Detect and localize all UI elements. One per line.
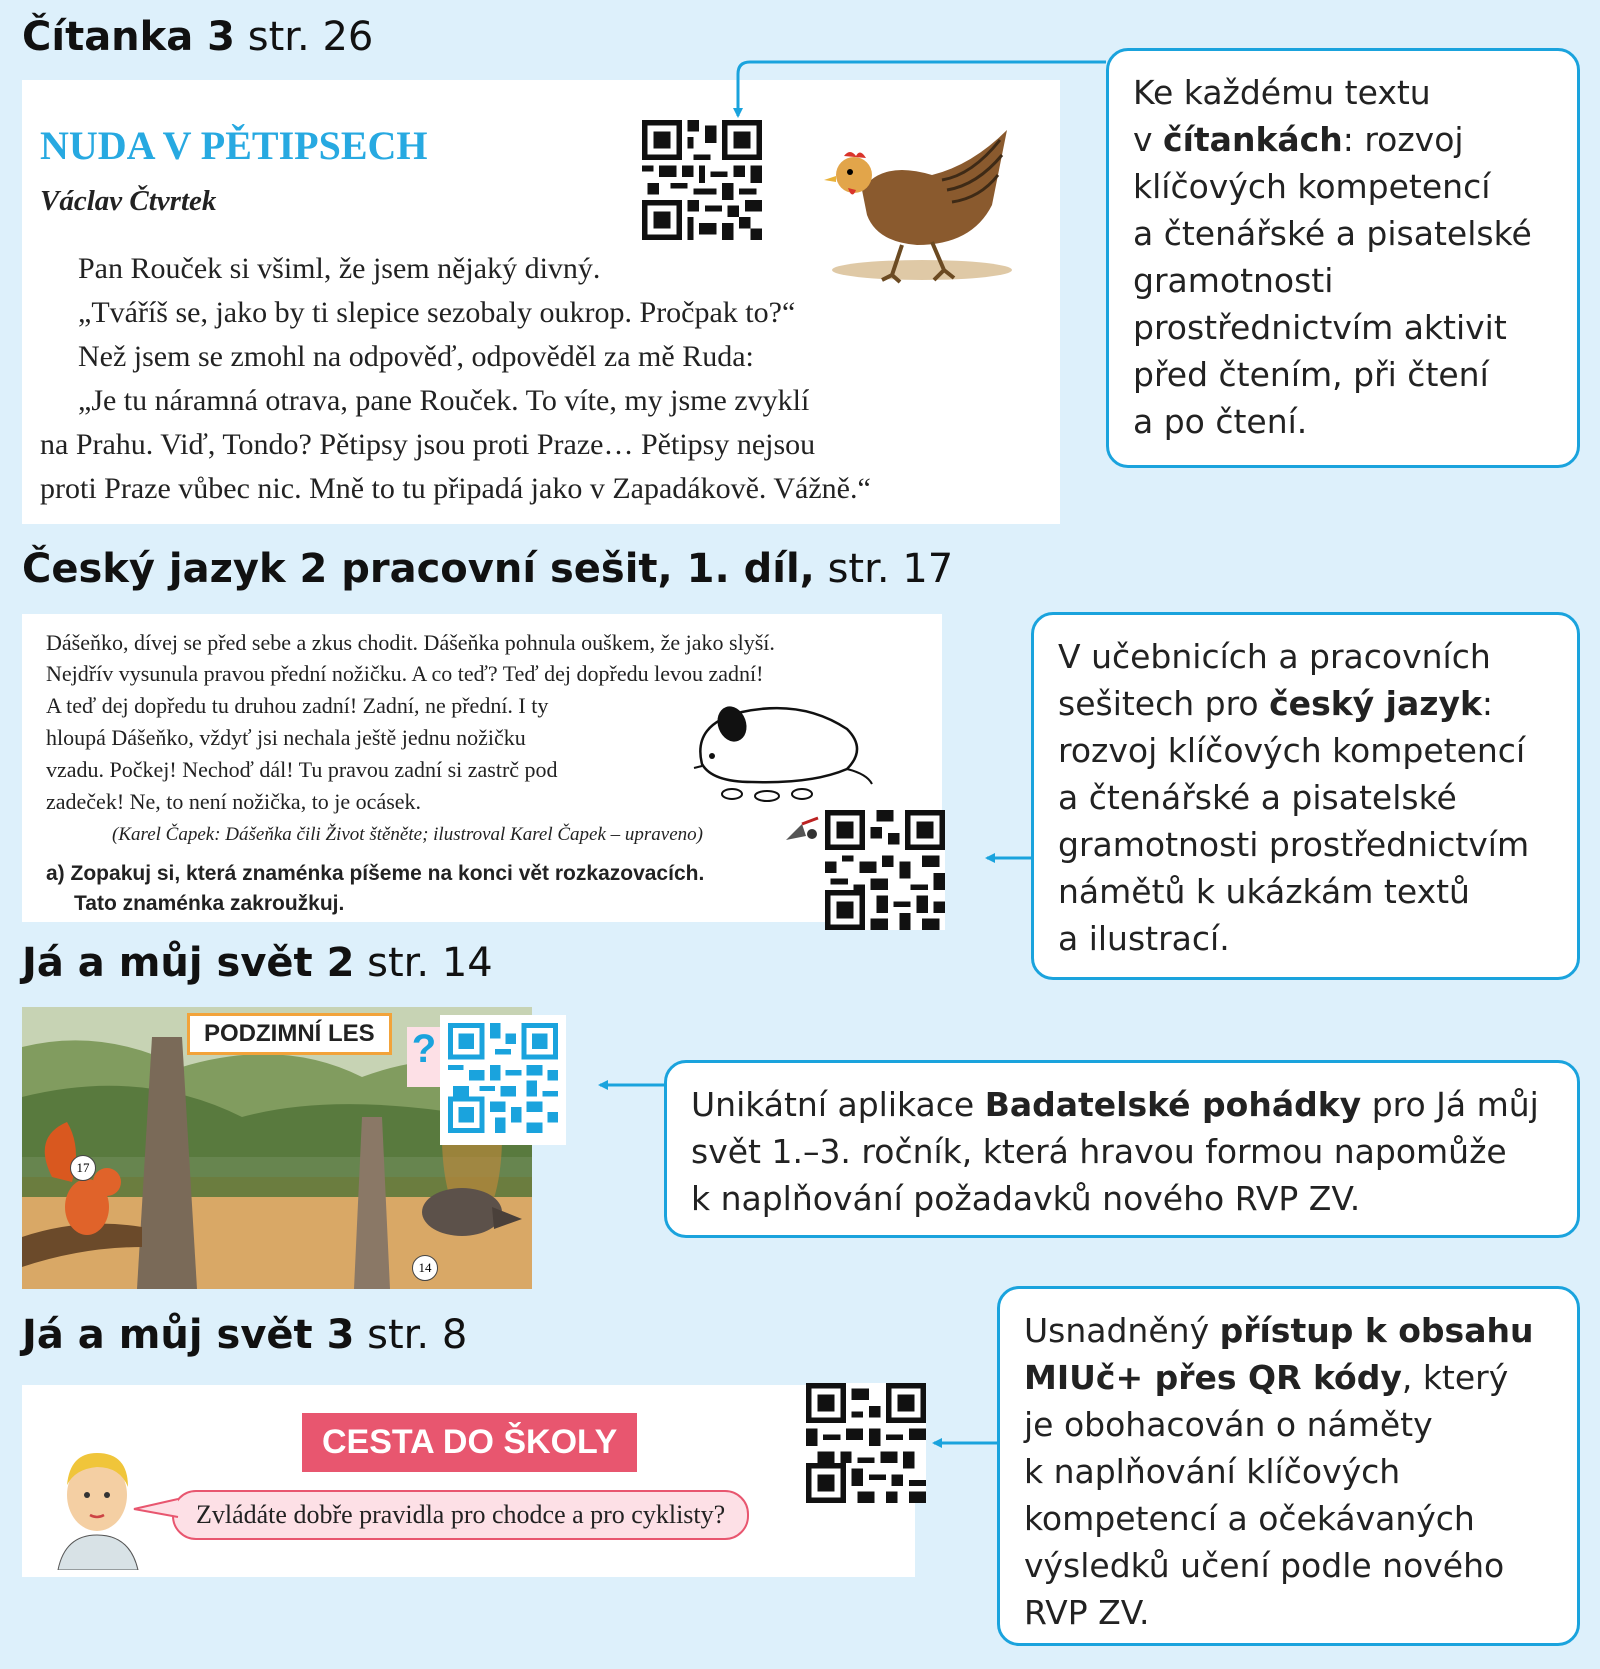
section-heading-sesit: Český jazyk 2 pracovní sešit, 1. díl, str. 17 <box>22 546 954 592</box>
sesit-source: (Karel Čapek: Dášeňka čili Život štěněte; ilustroval Karel Čapek – upraveno) <box>112 824 703 845</box>
callout-cesky-jazyk: V učebnicích a pracovních sešitech pro český jazyk: rozvoj klíčových kompetencí a čtenářské a pisatelské gramotnosti prostřednictvím námětů k ukázkám textů a ilustrací. <box>1031 612 1580 980</box>
sesit-line: hloupá Dášeňko, vždyť jsi nechala ještě jednu nožičku <box>46 725 526 750</box>
sesit-page-excerpt <box>22 614 942 922</box>
sesit-task-line2: Tato znaménka zakroužkuj. <box>74 892 345 915</box>
story-line: Pan Rouček si všiml, že jsem nějaký divný. <box>78 252 601 285</box>
badge-17: 17 <box>70 1155 96 1181</box>
speech-bubble-tail <box>130 1485 180 1525</box>
section-heading-svet2: Já a můj svět 2 str. 14 <box>22 940 493 986</box>
sesit-line: A teď dej dopředu tu druhou zadní! Zadní, ne přední. I ty <box>46 693 549 718</box>
question-mark-icon: ? <box>407 1027 441 1087</box>
qr-code-icon <box>448 1023 558 1133</box>
sesit-line: vzadu. Počkej! Nechoď dál! Tu pravou zadní si zastrč pod <box>46 757 558 782</box>
qr-code-icon <box>825 810 945 930</box>
citanka-page-excerpt <box>22 80 1060 524</box>
qr-code-icon <box>806 1383 926 1503</box>
sesit-line: Dášeňko, dívej se před sebe a zkus chodit. Dášeňka pohnula ouškem, že jako slyší. <box>46 630 775 655</box>
sesit-line: Nejdřív vysunula pravou přední nožičku. A co teď? Teď dej dopředu levou zadní! <box>46 661 764 686</box>
story-line: Než jsem se zmohl na odpověď, odpověděl za mě Ruda: <box>78 340 754 373</box>
fly-icon <box>782 814 826 844</box>
callout-citanka: Ke každému textu v čítankách: rozvoj klíčových kompetencí a čtenářské a pisatelské gramotnosti prostřednictvím aktivit před čtením, při čtení a po čtení. <box>1106 48 1580 468</box>
speech-bubble: Zvládáte dobře pravidla pro chodce a pro cyklisty? <box>172 1490 749 1540</box>
qr-code[interactable] <box>806 1383 926 1507</box>
qr-code-icon <box>642 120 762 240</box>
story-line: „Je tu náramná otrava, pane Rouček. To víte, my jsme zvyklí <box>78 384 810 417</box>
story-line: na Prahu. Viď, Tondo? Pětipsy jsou proti Praze… Pětipsy nejsou <box>40 428 816 461</box>
story-title: NUDA V PĚTIPSECH <box>40 123 428 168</box>
puppy-illustration <box>672 694 882 804</box>
callout-badatelske-pohadky: Unikátní aplikace Badatelské pohádky pro Já můj svět 1.–3. ročník, která hravou formou napomůže k naplňování požadavků nového RVP ZV. <box>664 1060 1580 1238</box>
forest-label: PODZIMNÍ LES <box>187 1013 392 1055</box>
callout-qr-kody: Usnadněný přístup k obsahu MIUč+ přes QR kódy, který je obohacován o náměty k naplňování klíčových kompetencí a očekávaných výsledků učení podle nového RVP ZV. <box>997 1286 1580 1646</box>
qr-code[interactable] <box>642 120 762 244</box>
qr-code[interactable] <box>440 1015 566 1145</box>
story-line: proti Praze vůbec nic. Mně to tu připadá jako v Zapadákově. Vážně.“ <box>40 472 871 505</box>
hen-illustration <box>822 120 1022 290</box>
section-heading-svet3: Já a můj svět 3 str. 8 <box>22 1312 468 1358</box>
qr-code[interactable] <box>825 810 945 934</box>
badge-14: 14 <box>412 1255 438 1281</box>
story-author: Václav Čtvrtek <box>40 185 217 217</box>
sesit-line: zadeček! Ne, to není nožička, to je ocásek. <box>46 789 422 814</box>
cesta-do-skoly-label: CESTA DO ŠKOLY <box>302 1413 637 1472</box>
sesit-task: a) Zopakuj si, která znaménka píšeme na konci vět rozkazovacích. <box>46 862 705 885</box>
cesta-do-skoly-excerpt <box>22 1385 915 1577</box>
story-line: „Tváříš se, jako by ti slepice sezobaly oukrop. Pročpak to?“ <box>78 296 796 329</box>
section-heading-citanka: Čítanka 3 str. 26 <box>22 14 374 60</box>
